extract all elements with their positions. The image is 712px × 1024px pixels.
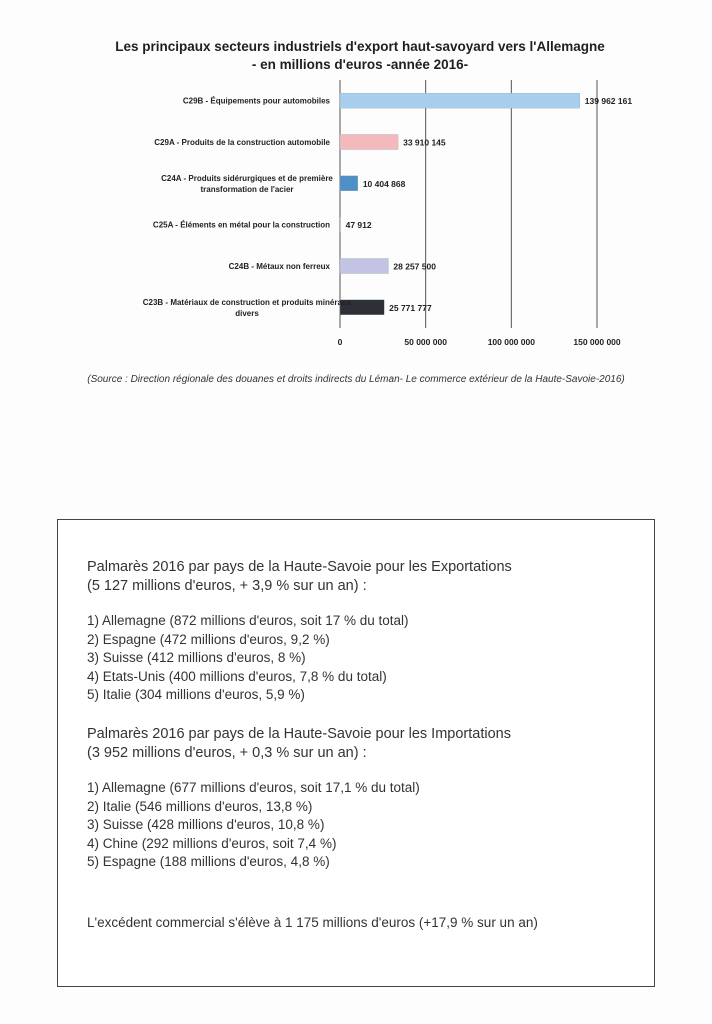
category-label: transformation de l'acier xyxy=(200,184,294,194)
x-tick-label: 0 xyxy=(337,337,343,347)
data-label: 47 912 xyxy=(345,220,372,231)
exports-heading-line-2: (5 127 millions d'euros, + 3,9 % sur un an) : xyxy=(87,578,367,594)
imports-heading-line-2: (3 952 millions d'euros, + 0,3 % sur un an) : xyxy=(87,745,367,761)
data-label: 33 910 145 xyxy=(403,137,446,148)
exports-item: 1) Allemagne (872 millions d'euros, soit 17 % du total) xyxy=(87,613,409,628)
exports-block xyxy=(87,558,647,705)
imports-item: 4) Chine (292 millions d'euros, soit 7,4 %) xyxy=(87,835,337,851)
exports-heading xyxy=(87,558,647,596)
x-tick-label: 150 000 000 xyxy=(573,337,621,347)
imports-item: 5) Espagne (188 millions d'euros, 4,8 %) xyxy=(87,854,330,869)
exports-item: 4) Etats-Unis (400 millions d'euros, 7,8 % du total) xyxy=(87,668,387,684)
imports-list xyxy=(87,779,647,872)
trade-surplus-text: L'excédent commercial s'élève à 1 175 millions d'euros (+17,9 % sur un an) xyxy=(87,915,538,930)
category-label: divers xyxy=(235,308,259,318)
bar xyxy=(340,93,580,108)
exports-heading-line-1: Palmarès 2016 par pays de la Haute-Savoie pour les Exportations xyxy=(87,559,512,575)
x-tick-label: 100 000 000 xyxy=(487,337,535,347)
data-label: 10 404 868 xyxy=(362,178,406,189)
imports-heading-line-1: Palmarès 2016 par pays de la Haute-Savoie pour les Importations xyxy=(87,726,511,742)
chart-title-line-1: Les principaux secteurs industriels d'export haut-savoyard vers l'Allemagne xyxy=(115,39,605,54)
exports-item: 2) Espagne (472 millions d'euros, 9,2 %) xyxy=(87,631,330,647)
bar xyxy=(340,135,398,150)
imports-item: 1) Allemagne (677 millions d'euros, soit 17,1 % du total) xyxy=(87,780,420,795)
exports-list xyxy=(87,612,647,705)
category-label: C25A - Éléments en métal pour la construction xyxy=(152,220,330,230)
trade-ranking-panel xyxy=(57,519,655,987)
imports-item: 2) Italie (546 millions d'euros, 13,8 %) xyxy=(87,798,313,814)
bar xyxy=(340,217,341,232)
category-label: C29A - Produits de la construction automobile xyxy=(154,138,330,147)
exports-item: 3) Suisse (412 millions d'euros, 8 %) xyxy=(87,650,306,665)
data-label: 25 771 777 xyxy=(389,302,432,313)
category-label: C23B - Matériaux de construction et produits minéraux xyxy=(142,297,352,307)
imports-heading xyxy=(87,725,647,763)
data-label: 139 962 161 xyxy=(584,96,633,107)
source-note: (Source : Direction régionale des douanes et droits indirects du Léman- Le commerce extérieur de la Haute-Savoie-2016) xyxy=(87,374,625,385)
bar-chart xyxy=(0,0,712,370)
imports-item: 3) Suisse (428 millions d'euros, 10,8 %) xyxy=(87,817,325,832)
category-label: C24A - Produits sidérurgiques et de première xyxy=(161,173,333,183)
x-tick-label: 50 000 000 xyxy=(404,337,447,347)
data-label: 28 257 500 xyxy=(393,261,436,272)
category-label: C24B - Métaux non ferreux xyxy=(228,262,330,271)
imports-block xyxy=(87,725,647,872)
exports-item: 5) Italie (304 millions d'euros, 5,9 %) xyxy=(87,687,305,702)
chart-title-line-2: - en millions d'euros -année 2016- xyxy=(251,57,469,72)
category-label: C29B - Équipements pour automobiles xyxy=(182,96,330,106)
bar xyxy=(340,176,358,191)
bar xyxy=(340,259,388,274)
